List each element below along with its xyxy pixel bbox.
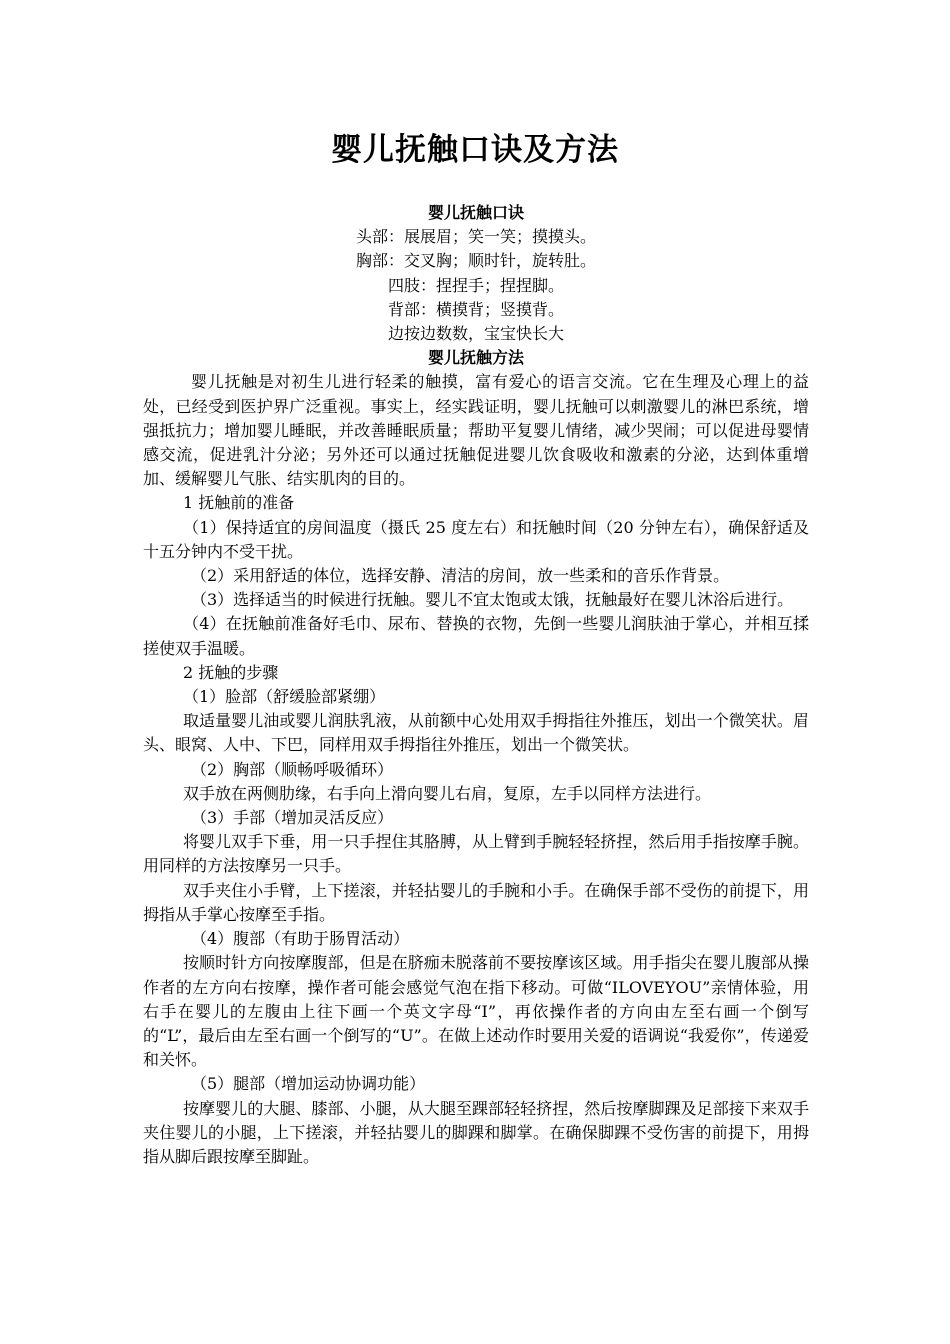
method-intro-paragraph: 婴儿抚触是对初生儿进行轻柔的触摸，富有爱心的语言交流。它在生理及心理上的益处，已经受到医护界广泛重视。事实上，经实践证明，婴儿抚触可以刺激婴儿的淋巴系统，增强抵抗力；增加婴儿睡眠，并改善睡眠质量；帮助平复婴儿情绪，减少哭闹；可以促进母婴情感交流，促进乳汁分泌；另外还可以通过抚触促进婴儿饮食吸收和激素的分泌，达到体重增加、缓解婴儿气胀、结实肌肉的目的。 [143,372,809,489]
method-heading: 婴儿抚触方法 [427,348,524,368]
prep-item-1: （1）保持适宜的房间温度（摄氏 25 度左右）和抚触时间（20 分钟左右），确保舒适及十五分钟内不受干扰。 [143,517,809,561]
belly-heading: （4）腹部（有助于肠胃活动） [191,929,410,949]
prep-item-4: （4）在抚触前准备好毛巾、尿布、替换的衣物，先倒一些婴儿润肤油于掌心，并相互揉搓使双手温暖。 [143,614,809,658]
prep-item-2: （2）采用舒适的体位，选择安静、清洁的房间，放一些柔和的音乐作背景。 [191,566,730,586]
hand-text-1: 将婴儿双手下垂，用一只手捏住其胳膊，从上臂到手腕轻轻挤捏，然后用手指按摩手腕。用同样的方法按摩另一只手。 [143,832,809,876]
rhyme-heading: 婴儿抚触口诀 [427,203,524,222]
rhyme-line-limbs: 四肢：捏捏手；捏捏脚。 [387,275,564,295]
prep-heading: 1 抚触前的准备 [183,493,295,513]
document-title: 婴儿抚触口诀及方法 [331,132,619,168]
leg-text: 按摩婴儿的大腿、膝部、小腿，从大腿至踝部轻轻挤捏，然后按摩脚踝及足部接下来双手夹住婴儿的小腿，上下搓滚，并轻拈婴儿的脚踝和脚掌。在确保脚踝不受伤害的前提下，用拇指从脚后跟按摩至脚趾。 [143,1098,809,1166]
rhyme-line-chest: 胸部：交叉胸；顺时针，旋转肚。 [355,251,596,271]
chest-text: 双手放在两侧肋缘，右手向上滑向婴儿右肩，复原，左手以同样方法进行。 [183,783,712,803]
leg-heading: （5）腿部（增加运动协调功能） [191,1074,426,1094]
hand-heading: （3）手部（增加灵活反应） [191,808,394,828]
chest-heading: （2）胸部（顺畅呼吸循环） [191,759,394,779]
steps-heading: 2 抚触的步骤 [183,662,279,682]
face-text: 取适量婴儿油或婴儿润肤乳液，从前额中心处用双手拇指往外推压，划出一个微笑状。眉头、眼窝、人中、下巴，同样用双手拇指往外推压，划出一个微笑状。 [143,711,809,755]
belly-text: 按顺时针方向按摩腹部，但是在脐痂未脱落前不要按摩该区域。用手指尖在婴儿腹部从操作者的左方向右按摩，操作者可能会感觉气泡在指下移动。可做“ILOVEYOU”亲情体验，用右手在婴儿的左腹由上往下画一个英文字母“I”，再依操作者的方向由左至右画一个倒写的“L”，最后由左至右画一个倒写的“U”。在做上述动作时要用关爱的语调说“我爱你”，传递爱和关怀。 [143,953,809,1070]
face-heading: （1）脸部（舒缓脸部紧绷） [183,687,386,707]
rhyme-line-closing: 边按边数数，宝宝快长大 [387,324,564,344]
document-body [143,201,809,1169]
rhyme-line-head: 头部：展展眉；笑一笑；摸摸头。 [355,227,596,247]
rhyme-line-back: 背部：横摸背；竖摸背。 [387,299,564,319]
prep-item-3: （3）选择适当的时候进行抚触。婴儿不宜太饱或太饿，抚触最好在婴儿沐浴后进行。 [191,590,794,610]
hand-text-2: 双手夹住小手臂，上下搓滚，并轻拈婴儿的手腕和小手。在确保手部不受伤的前提下，用拇指从手掌心按摩至手指。 [143,880,809,924]
